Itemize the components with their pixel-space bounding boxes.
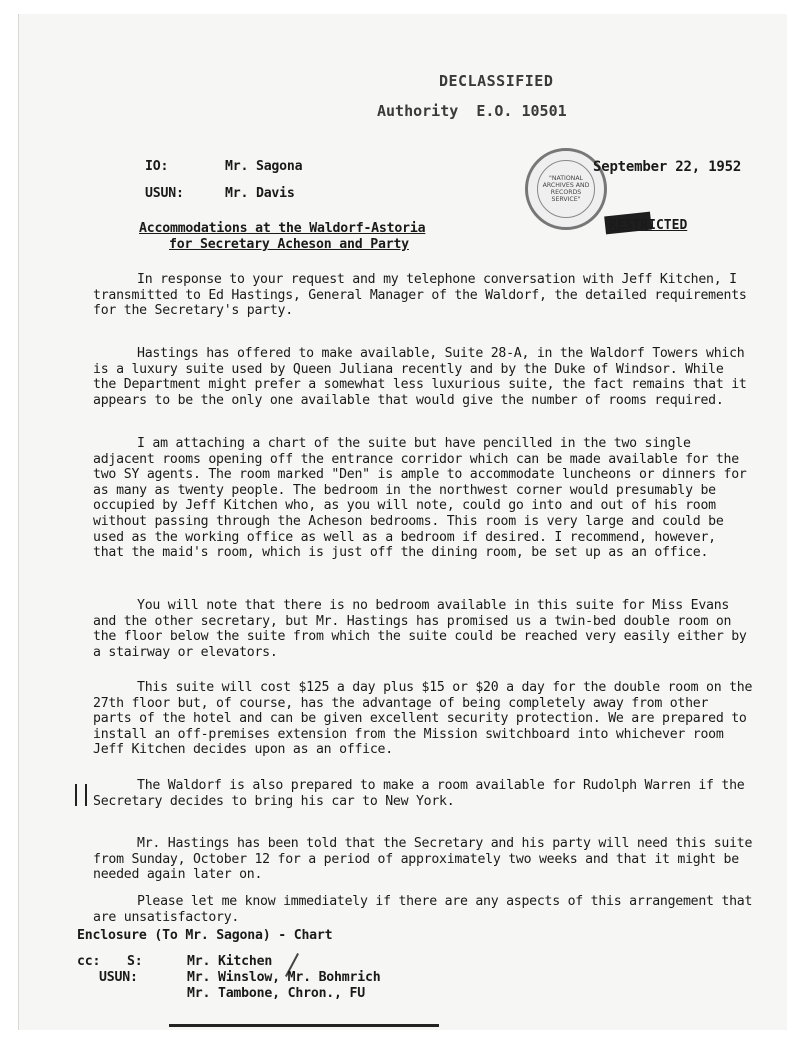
cc-usun-label: USUN: (99, 970, 138, 985)
margin-mark (75, 784, 87, 806)
archives-seal-text: "NATIONAL ARCHIVES AND RECORDS SERVICE" (537, 160, 595, 218)
cc-s-recipient: Mr. Kitchen (187, 954, 273, 969)
subject-line-2: for Secretary Acheson and Party (169, 237, 409, 252)
paragraph-4: You will note that there is no bedroom available in this suite for Miss Evans and the other secretary, but Mr. Hastings has promised us a twin-bed double room on the floor below the suite from which the suite could be reached very easily either by a stairway or elevators. (93, 598, 747, 660)
letter-date: September 22, 1952 (593, 159, 742, 175)
classification-text: RESTRICTED (609, 218, 688, 233)
cc-usun-recipients-2: Mr. Tambone, Chron., FU (187, 986, 366, 1001)
paragraph-1: In response to your request and my telephone conversation with Jeff Kitchen, I transmitted to Ed Hastings, General Manager of the Waldorf, the detailed requirements for the Secretary's party. (93, 272, 747, 319)
enclosure-line: Enclosure (To Mr. Sagona) - Chart (77, 928, 333, 943)
paragraph-7: Mr. Hastings has been told that the Secretary and his party will need this suite from Sunday, October 12 for a period of approximately two weeks and that it might be needed again later on. (93, 836, 753, 883)
authority-stamp: Authority E.O. 10501 (377, 102, 567, 120)
paragraph-8: Please let me know immediately if there are any aspects of this arrangement that are unsatisfactory. (93, 894, 753, 925)
paragraph-5: This suite will cost $125 a day plus $15 or $20 a day for the double room on the 27th floor but, of course, has the advantage of being completely away from other parts of the hotel and can be given excellent security protection. We are prepared to install an off-premises extension from the Mission switchboard into whichever room Jeff Kitchen decides upon as an office. (93, 680, 753, 758)
letter-page (18, 14, 787, 1030)
to-name: Mr. Sagona (225, 159, 303, 174)
paragraph-2: Hastings has offered to make available, Suite 28-A, in the Waldorf Towers which is a luxury suite used by Queen Juliana recently and by the Duke of Windsor. While the Department might prefer a somewhat less luxurious suite, the fact remains that it appears to be the only one available that would give the number of rooms required. (93, 346, 747, 408)
declassified-stamp: DECLASSIFIED (439, 72, 554, 90)
cc-usun-recipients-1: Mr. Winslow, Mr. Bohmrich (187, 970, 381, 985)
from-name: Mr. Davis (225, 186, 295, 201)
bottom-edge-mark (169, 1024, 439, 1027)
paragraph-3: I am attaching a chart of the suite but have pencilled in the two single adjacent rooms opening off the entrance corridor which can be made available for the two SY agents. The room marked "Den" is ample to accommodate luncheons or dinners for as many as twenty people. The bedroom in the northwest corner would presumably be occupied by Jeff Kitchen who, as you will note, could go into and out of his room without passing through the Acheson bedrooms. This room is very large and could be used as the working office as well as a bedroom if desired. I recommend, however, that the maid's room, which is just off the dining room, be set up as an office. (93, 436, 747, 561)
to-label: IO: (145, 159, 169, 174)
from-label: USUN: (145, 186, 184, 201)
cc-s-label: S: (127, 954, 143, 969)
classification-marking (609, 218, 687, 233)
paragraph-6: The Waldorf is also prepared to make a room available for Rudolph Warren if the Secretary decides to bring his car to New York. (93, 778, 745, 809)
subject-line-1: Accommodations at the Waldorf-Astoria (139, 221, 426, 236)
cc-label: cc: (77, 954, 101, 969)
